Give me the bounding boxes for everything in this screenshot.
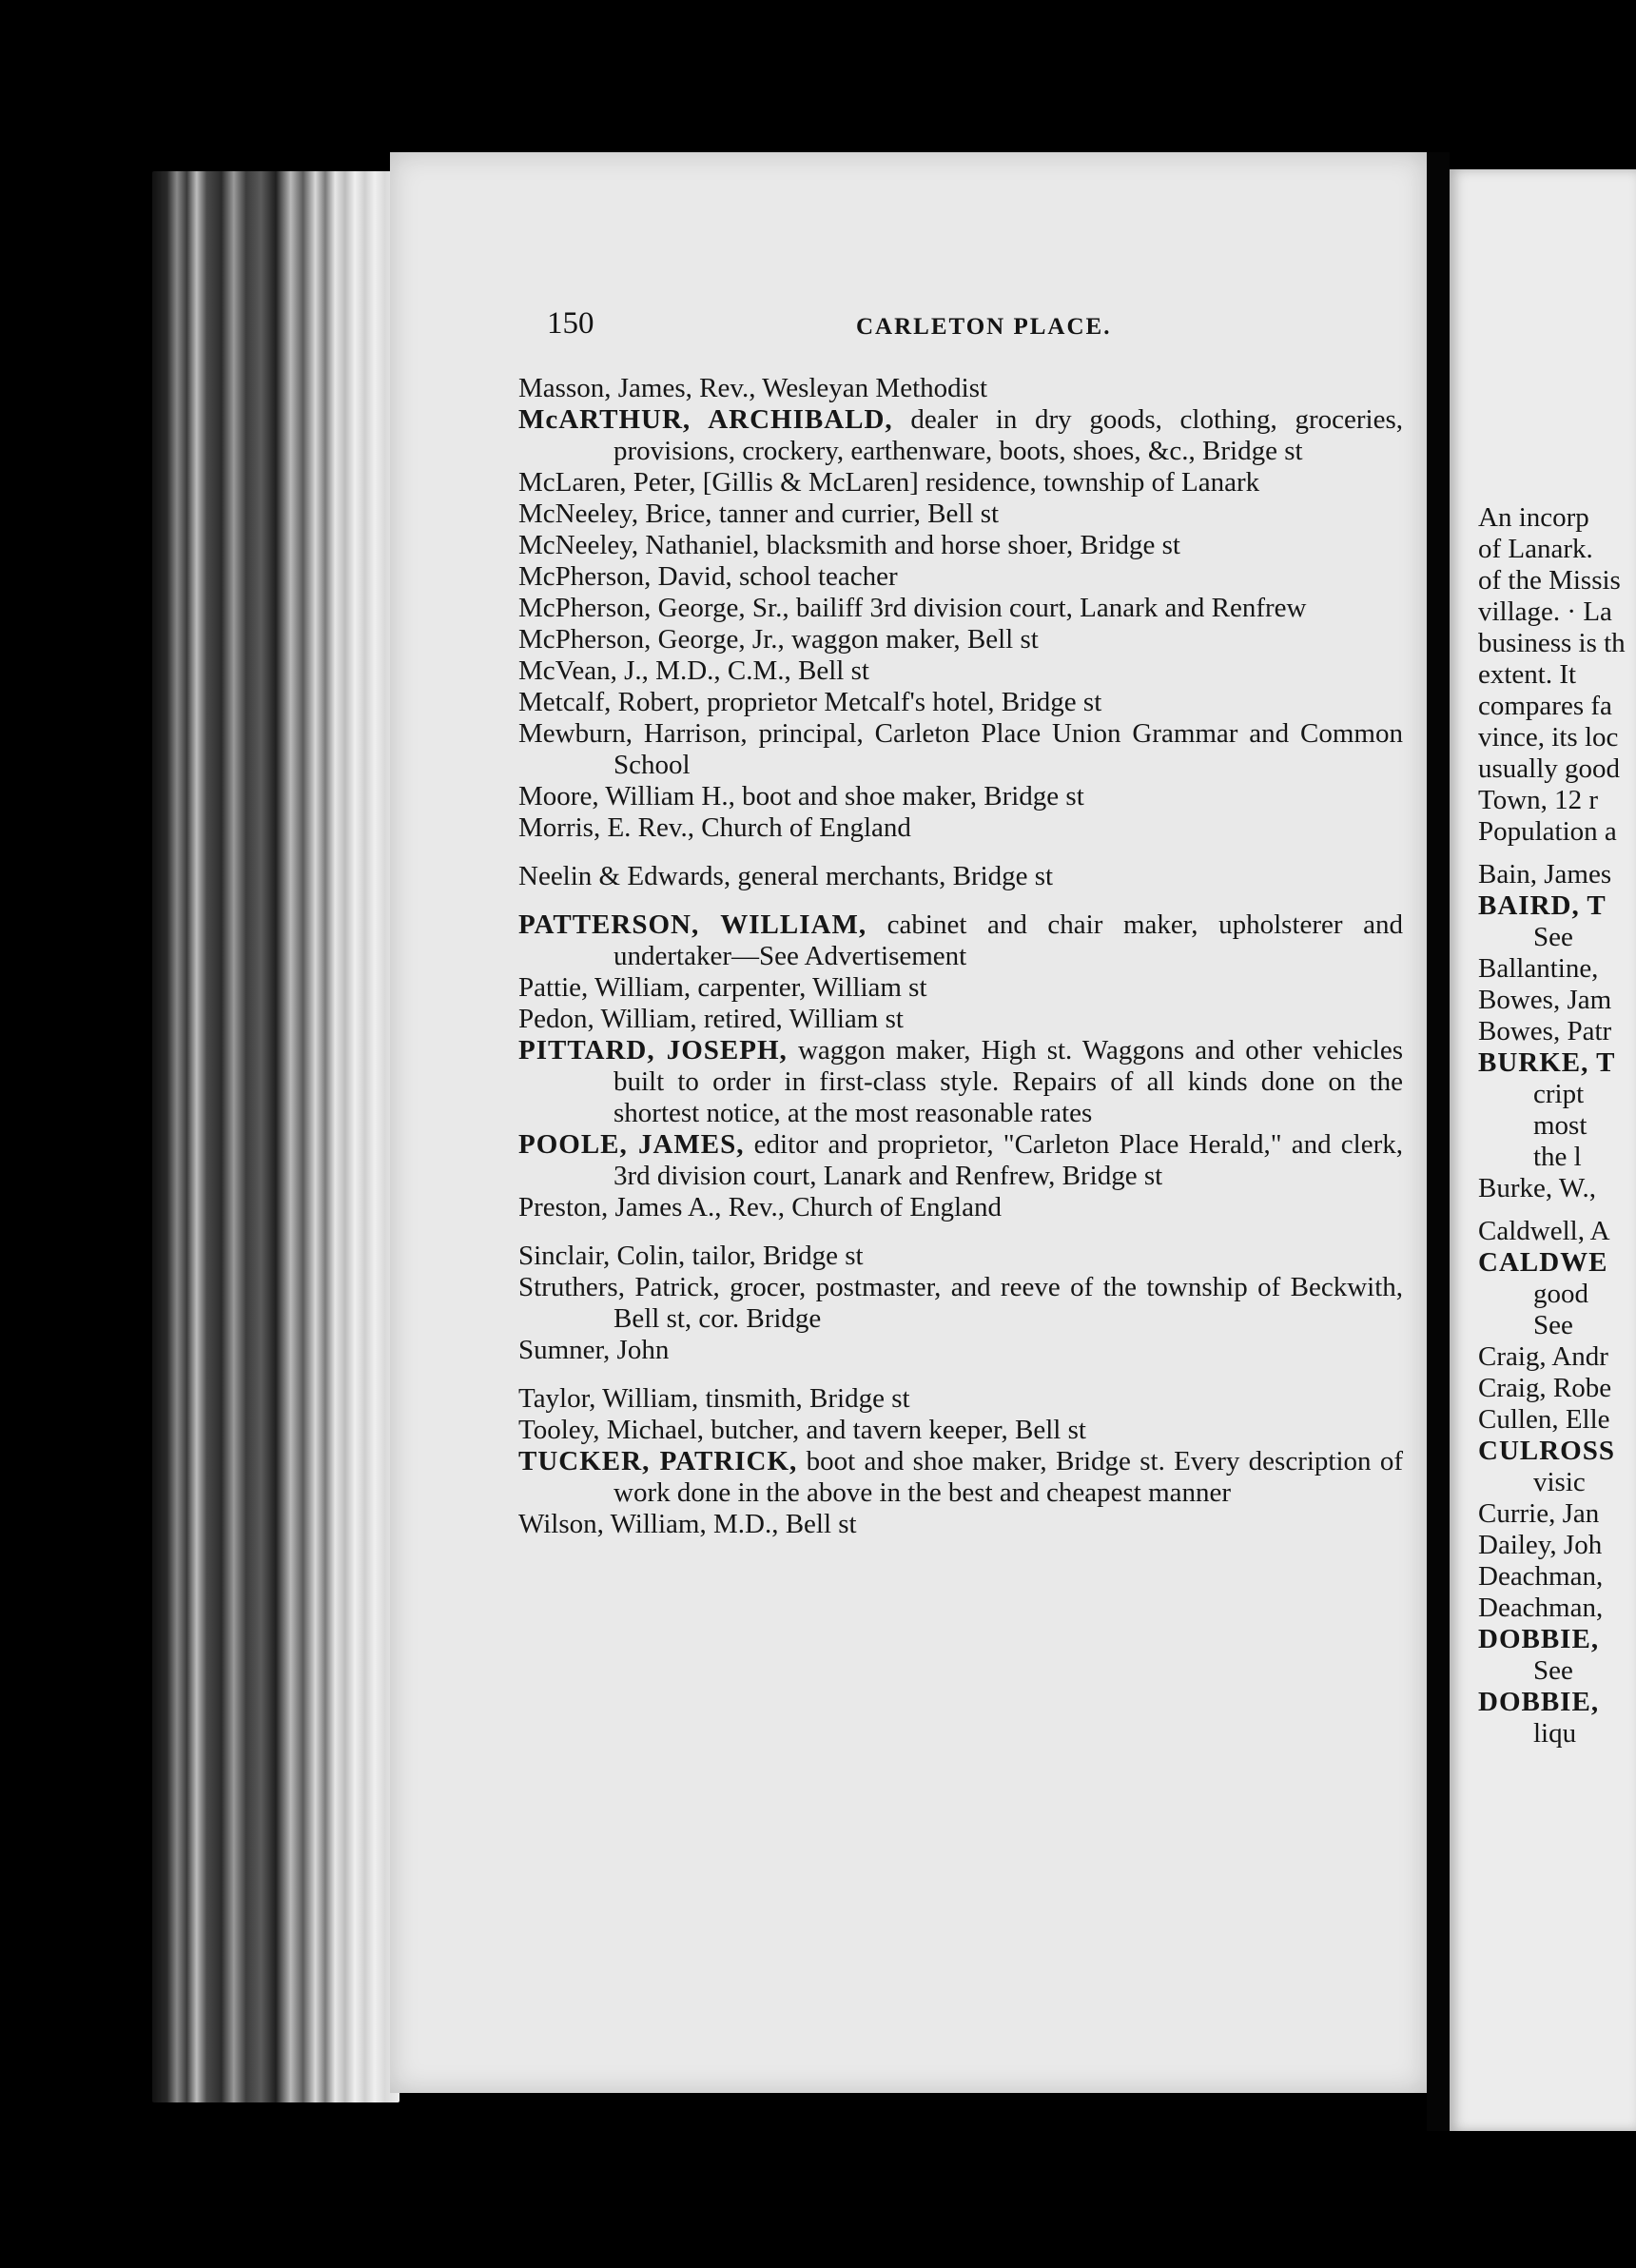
entry-name: McARTHUR, ARCHIBALD, <box>518 404 893 435</box>
directory-entry <box>518 1035 1403 1129</box>
directory-entry <box>518 404 1403 467</box>
right-page-line: Bowes, Jam <box>1478 985 1612 1015</box>
entry-description: tinsmith, Bridge st <box>698 1383 910 1414</box>
entry-description: cabinet and chair maker, upholsterer and undertaker—See Advertisement <box>614 909 1404 971</box>
directory-entry <box>518 1383 1403 1415</box>
directory-entry <box>518 1241 1403 1272</box>
right-page-line: BAIRD, T <box>1478 890 1607 921</box>
directory-entry <box>518 1446 1403 1509</box>
right-page-line: Dailey, Joh <box>1478 1530 1603 1560</box>
right-page-line: village. · La <box>1478 596 1612 627</box>
right-page-line: CALDWE <box>1478 1247 1608 1278</box>
entry-name: PITTARD, JOSEPH, <box>518 1035 788 1066</box>
entry-description: boot and shoe maker, Bridge st <box>734 781 1084 811</box>
entry-name: Metcalf, Robert, <box>518 687 700 717</box>
running-head: CARLETON PLACE. <box>856 314 1112 340</box>
entry-description: principal, Carleton Place Union Grammar and Common School <box>614 718 1403 780</box>
right-page-line: Cullen, Elle <box>1478 1404 1610 1435</box>
directory-entry <box>518 1272 1403 1335</box>
right-page-line: cript <box>1533 1079 1585 1109</box>
entry-name: McPherson, George, Sr., <box>518 593 789 623</box>
right-page-text <box>1478 502 1636 1750</box>
directory-entry <box>518 1004 1403 1035</box>
right-page-line: DOBBIE, <box>1478 1624 1600 1654</box>
entry-name: McVean, J., M.D., C.M., <box>518 655 791 686</box>
right-page-line: DOBBIE, <box>1478 1687 1600 1717</box>
right-page-line: Bowes, Patr <box>1478 1016 1612 1046</box>
entry-description: general merchants, Bridge st <box>730 861 1054 891</box>
right-page-line: Burke, W., <box>1478 1173 1597 1203</box>
directory-entry <box>518 687 1403 718</box>
directory-entry <box>518 624 1403 655</box>
right-page-line: Craig, Andr <box>1478 1341 1608 1372</box>
right-page-line: See <box>1533 1310 1573 1340</box>
entry-name: McPherson, George, Jr., <box>518 624 785 655</box>
entry-description: editor and proprietor, "Carleton Place Herald," and clerk, 3rd division court, Lanark and Renfrew, Bridge st <box>614 1129 1403 1191</box>
directory-entry <box>518 1415 1403 1446</box>
directory-entry <box>518 561 1403 593</box>
directory-entry <box>518 499 1403 530</box>
right-page-line: Bain, James <box>1478 859 1612 890</box>
right-page-line: BURKE, T <box>1478 1047 1616 1078</box>
entry-name: POOLE, JAMES, <box>518 1129 745 1160</box>
entry-description: waggon maker, Bell st <box>784 624 1039 655</box>
right-page-line: extent. It <box>1478 659 1577 690</box>
right-page-line: Ballantine, <box>1478 953 1599 984</box>
right-page-line: Caldwell, A <box>1478 1216 1610 1246</box>
entry-description: retired, William st <box>696 1004 904 1034</box>
directory-entry <box>518 972 1403 1004</box>
right-page-line: Deachman, <box>1478 1561 1604 1592</box>
right-page-line: liqu <box>1533 1718 1577 1749</box>
entry-description: boot and shoe maker, Bridge st. Every description of work done in the above in the best and cheapest manner <box>614 1446 1403 1508</box>
right-page-line: See <box>1533 922 1573 952</box>
directory-entry <box>518 530 1403 561</box>
right-page-line: Population a <box>1478 816 1617 847</box>
directory-entry <box>518 812 1403 844</box>
right-page-line: An incorp <box>1478 502 1589 533</box>
directory-entry <box>518 655 1403 687</box>
right-page-line: visic <box>1533 1467 1586 1497</box>
entry-name: Wilson, William, <box>518 1509 707 1539</box>
entry-name: McLaren, Peter, <box>518 467 696 498</box>
right-page-line: Craig, Robe <box>1478 1373 1612 1403</box>
entry-name: Pedon, William, <box>518 1004 697 1034</box>
right-page-line: compares fa <box>1478 691 1612 721</box>
entry-description: Rev., Church of England <box>721 1192 1002 1222</box>
right-page-line: See <box>1533 1655 1573 1686</box>
entry-description: tanner and currier, Bell st <box>711 499 1000 529</box>
right-page-line: Deachman, <box>1478 1593 1604 1623</box>
entry-name: Taylor, William, <box>518 1383 699 1414</box>
directory-entry <box>518 909 1403 972</box>
entry-name: TUCKER, PATRICK, <box>518 1446 798 1476</box>
directory-entry <box>518 467 1403 499</box>
right-page-line: the l <box>1533 1142 1582 1172</box>
entry-name: Moore, William H., <box>518 781 735 811</box>
entry-name: Sinclair, Colin, <box>518 1241 686 1271</box>
entry-description: dealer in dry goods, clothing, groceries, provisions, crockery, earthenware, boots, shoes, &c., Bridge st <box>614 404 1403 466</box>
entry-description: school teacher <box>731 561 898 592</box>
entry-description: butcher, and tavern keeper, Bell st <box>704 1415 1086 1445</box>
directory-entry <box>518 1129 1403 1192</box>
right-page-line: Town, 12 r <box>1478 785 1599 815</box>
right-page-line: business is th <box>1478 628 1626 658</box>
right-page-line: of the Missis <box>1478 565 1621 596</box>
directory-entry <box>518 1335 1403 1366</box>
directory-entry <box>518 593 1403 624</box>
entry-description: blacksmith and horse shoer, Bridge st <box>759 530 1180 560</box>
entry-name: Sumner, John <box>518 1335 670 1365</box>
entry-name: Tooley, Michael, <box>518 1415 704 1445</box>
right-page-line: CULROSS <box>1478 1436 1615 1466</box>
entry-description: waggon maker, High st. Waggons and other vehicles built to order in first-class style. Repairs of all kinds done on the shortest notice, at the most reasonable rates <box>614 1035 1404 1128</box>
entry-name: Mewburn, Harrison, <box>518 718 748 749</box>
entry-description: carpenter, William st <box>691 972 927 1003</box>
page-header <box>547 306 1289 344</box>
right-page <box>1450 169 1636 2131</box>
entry-name: McNeeley, Nathaniel, <box>518 530 760 560</box>
directory-entry <box>518 861 1403 892</box>
right-page-line: Currie, Jan <box>1478 1498 1600 1529</box>
entry-name: Masson, James, <box>518 373 692 403</box>
directory-entry <box>518 1192 1403 1223</box>
right-page-line: most <box>1533 1110 1587 1141</box>
entry-description: Rev., Wesleyan Methodist <box>691 373 988 403</box>
entry-name: Neelin & Edwards, <box>518 861 731 891</box>
entry-description: grocer, postmaster, and reeve of the township of Beckwith, Bell st, cor. Bridge <box>614 1272 1403 1334</box>
entry-description: proprietor Metcalf's hotel, Bridge st <box>699 687 1102 717</box>
entry-name: Morris, E. <box>518 812 632 843</box>
right-page-line: vince, its loc <box>1478 722 1619 753</box>
page-number: 150 <box>547 306 594 341</box>
entry-description: bailiff 3rd division court, Lanark and Renfrew <box>789 593 1307 623</box>
entry-description: Bell st <box>790 655 869 686</box>
entry-description: tailor, Bridge st <box>685 1241 864 1271</box>
entry-name: McPherson, David, <box>518 561 732 592</box>
directory-entries <box>518 373 1403 1540</box>
entry-name: Preston, James A., <box>518 1192 722 1222</box>
entry-name: PATTERSON, WILLIAM, <box>518 909 867 940</box>
entry-name: Struthers, Patrick, <box>518 1272 720 1302</box>
book-page-edges <box>152 171 399 2102</box>
book-gutter <box>1427 152 1450 2131</box>
entry-name: Pattie, William, <box>518 972 691 1003</box>
right-page-line: usually good <box>1478 753 1621 784</box>
directory-entry <box>518 781 1403 812</box>
right-page-line: of Lanark. <box>1478 534 1593 564</box>
directory-entry <box>518 1509 1403 1540</box>
entry-description: Rev., Church of England <box>631 812 911 843</box>
right-page-line: good <box>1533 1279 1588 1309</box>
directory-entry <box>518 373 1403 404</box>
entry-name: McNeeley, Brice, <box>518 499 712 529</box>
entry-description: [Gillis & McLaren] residence, township of Lanark <box>695 467 1260 498</box>
entry-description: M.D., Bell st <box>706 1509 857 1539</box>
directory-entry <box>518 718 1403 781</box>
